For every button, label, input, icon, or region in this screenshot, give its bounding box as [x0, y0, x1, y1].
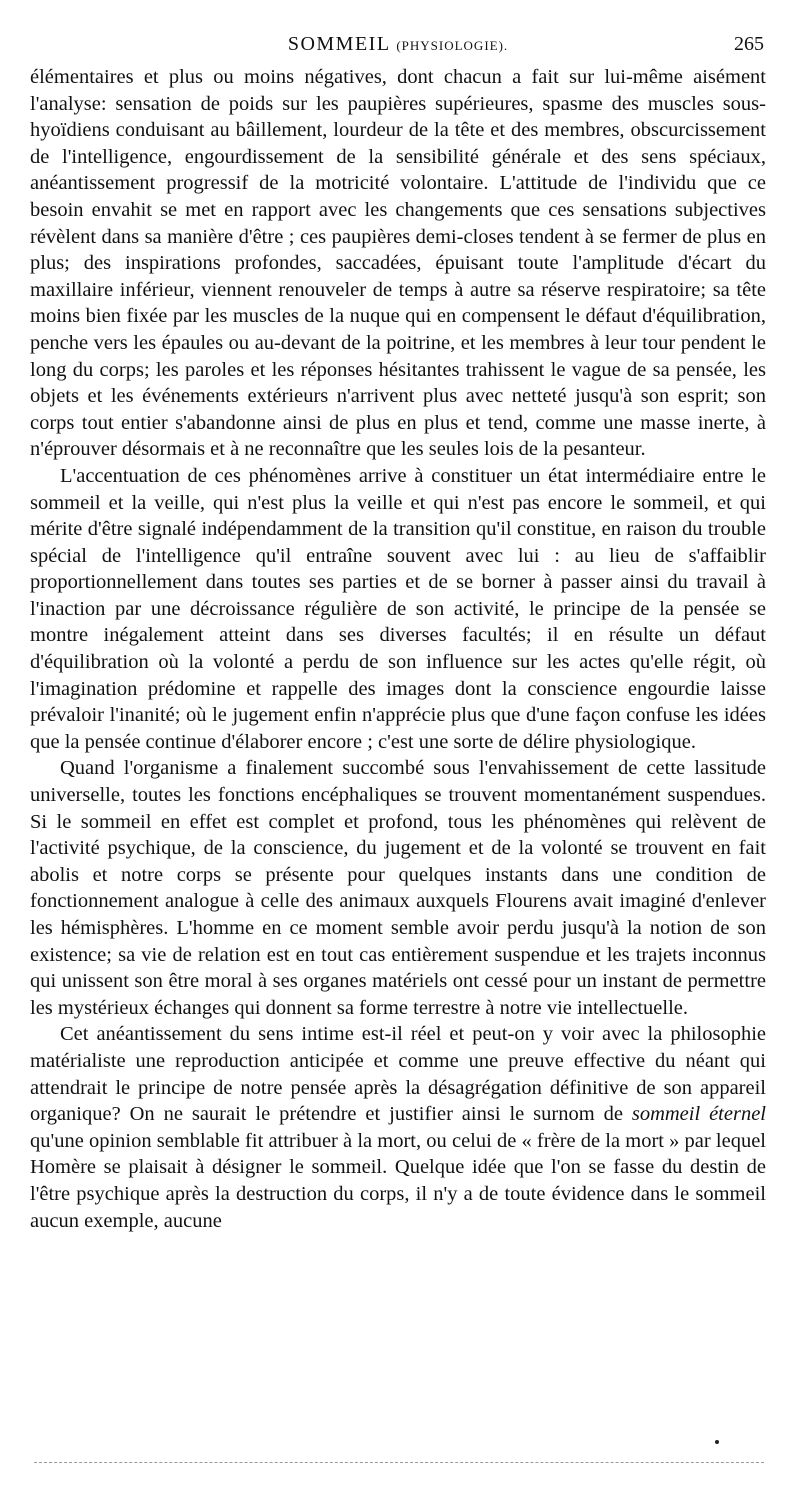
paragraph-4-part-2: qu'une opinion semblable fit attribuer à la mort, ou celui de « frère de la mort » par lequel Homère se plaisait à désigner le sommeil. Quelque idée que l'on se fasse du destin de l'être psychique après la destruction du corps, il n'y a de toute évidence dans le sommeil aucun exemple, aucune — [30, 1129, 766, 1232]
paragraph-4-part-1: Cet anéantissement du sens intime est-il réel et peut-on y voir avec la philosophie matérialiste une reproduction anticipée et comme une preuve effective du néant qui attendrait le principe de notre pensée après la désagrégation définitive de son appareil organique? On ne saurait le prétendre et justifier ainsi le surnom de — [30, 1023, 766, 1126]
running-title — [30, 30, 766, 60]
paragraph-4-italic: sommeil éternel — [631, 1103, 767, 1126]
footer-rule — [34, 1462, 764, 1463]
paragraph-2: L'accentuation de ces phénomènes arrive à constituer un état intermédiaire entre le sommeil et la veille, qui n'est plus la veille et qui n'est pas encore le sommeil, et qui mérite d'être signalé indépendamment de la transition qu'il constitue, en raison du trouble spécial de l'intelligence qu'il entraîne souvent avec lui : au lieu de s'affaiblir proportionnellement dans toutes ses parties et de se borner à passer ainsi du travail à l'inaction par une décroissance régulière de son activité, le principe de la pensée se montre inégalement atteint dans ses diverses facultés; il en résulte un défaut d'équilibration où la volonté a perdu de son influence sur les actes qu'elle régit, où l'imagination prédomine et rappelle des images dont la conscience engourdie laisse prévaloir l'inanité; où le jugement enfin n'apprécie plus que d'une façon confuse les idées que la pensée continue d'élaborer encore ; c'est une sorte de délire physiologique. — [30, 464, 766, 753]
running-title-sub: (PHYSIOLOGIE). — [396, 38, 509, 53]
paragraph-4 — [30, 1021, 766, 1234]
page-number: 265 — [734, 33, 764, 55]
body-text — [30, 64, 766, 1234]
running-head — [30, 30, 766, 58]
running-title-main: SOMMEIL — [287, 33, 390, 55]
paragraph-3: Quand l'organisme a finalement succombé sous l'envahissement de cette lassitude universelle, toutes les fonctions encéphaliques se trouvent momentanément suspendues. Si le sommeil en effet est complet et profond, tous les phénomènes qui relèvent de l'activité psychique, de la conscience, du jugement et de la volonté se trouvent en fait abolis et notre corps se présente pour quelques instants dans une condition de fonctionnement analogue à celle des animaux auxquels Flourens avait imaginé d'enlever les hémisphères. L'homme en ce moment semble avoir perdu jusqu'à la notion de son existence; sa vie de relation est en tout cas entièrement suspendue et les trajets inconnus qui unissent son être moral à ses organes matériels ont cessé pour un instant de permettre les mystérieux échanges qui donnent sa forme terrestre à notre vie intellectuelle. — [30, 757, 766, 1019]
ink-mark — [715, 1440, 719, 1444]
paragraph-1: élémentaires et plus ou moins négatives, dont chacun a fait sur lui-même aisément l'analyse: sensation de poids sur les paupières supérieures, spasme des muscles sous-hyoïdiens conduisant au bâillement, lourdeur de la tête et des membres, obscurcissement de l'intelligence, engourdissement de la sensibilité générale et des sens spéciaux, anéantissement progressif de la motricité volontaire. L'attitude de l'individu que ce besoin envahit se met en rapport avec les changements que ces sensations subjectives révèlent dans sa manière d'être ; ces paupières demi-closes tendent à se fermer de plus en plus; des inspirations profondes, saccadées, épuisant toute l'amplitude d'écart du maxillaire inférieur, viennent renouveler de temps à autre sa réserve respiratoire; sa tête moins bien fixée par les muscles de la nuque qui en compensent le défaut d'équilibration, penche vers les épaules ou au-devant de la poitrine, et les membres à leur tour pendent le long du corps; les paroles et les réponses hésitantes trahissent le vague de sa pensée, les objets et les événements extérieurs n'arrivent plus avec netteté jusqu'à son esprit; son corps tout entier s'abandonne ainsi de plus en plus et tend, comme une masse inerte, à n'éprouver désormais et à ne reconnaître que les seules lois de la pesanteur. — [30, 66, 766, 461]
